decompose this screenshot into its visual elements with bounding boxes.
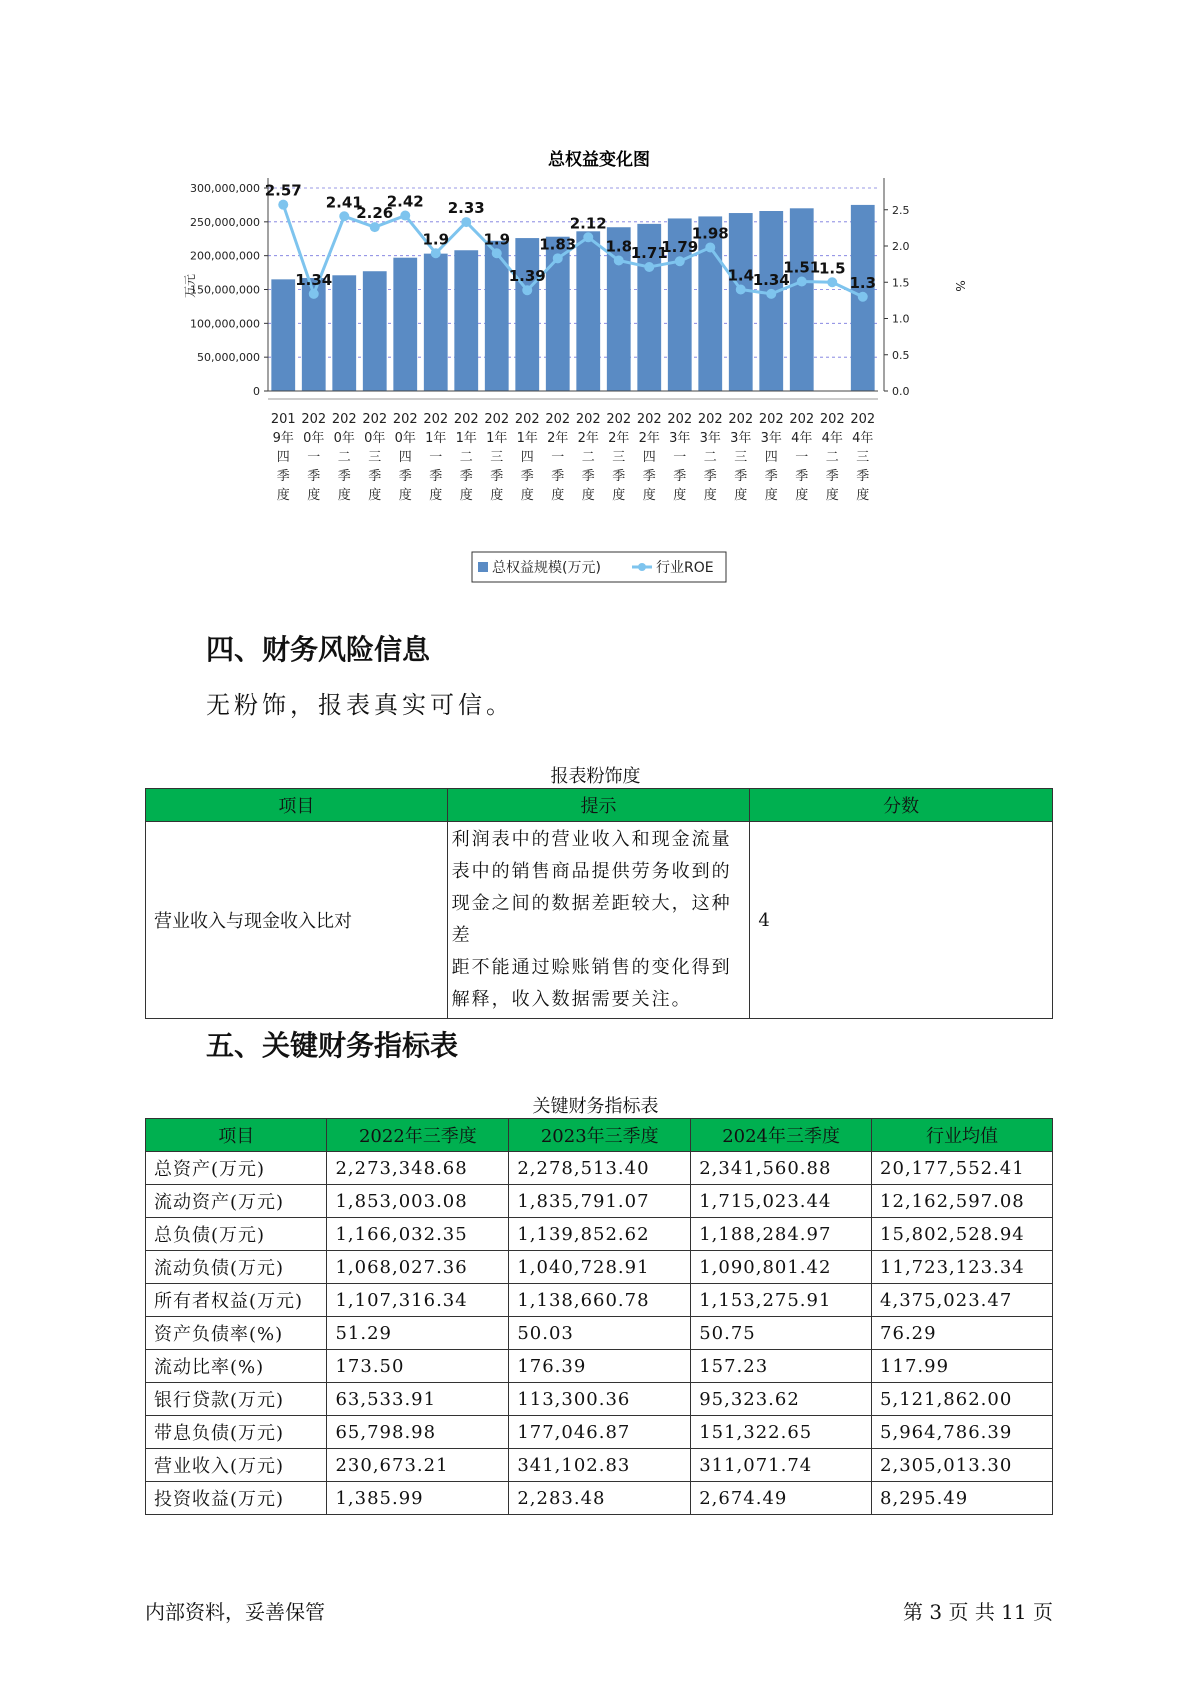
kpi-table-row <box>146 1218 1053 1251</box>
roe-data-label: 1.8 <box>605 237 633 256</box>
kpi-value-cell: 50.03 <box>509 1317 691 1350</box>
y2-tick-label: 0.5 <box>892 348 910 362</box>
x-tick-label: 度 <box>764 488 778 503</box>
x-tick-label: 季 <box>856 469 870 484</box>
x-tick-label: 9年 <box>272 431 294 446</box>
y-axis-title: 万元 <box>183 273 197 299</box>
roe-point <box>492 248 502 258</box>
roe-point <box>309 289 319 299</box>
x-tick-label: 季 <box>368 469 382 484</box>
x-tick-label: 2年 <box>608 431 630 446</box>
kpi-value-cell: 311,071.74 <box>691 1449 872 1482</box>
y2-tick-label: 0.0 <box>892 385 910 398</box>
kpi-value-cell: 50.75 <box>691 1317 872 1350</box>
kpi-header-2022q3: 2022年三季度 <box>327 1119 509 1152</box>
y2-tick-label: 1.5 <box>892 276 910 290</box>
kpi-value-cell: 173.50 <box>327 1350 509 1383</box>
x-tick-label: 202 <box>697 412 723 427</box>
y-tick-label: 100,000,000 <box>190 317 260 331</box>
x-tick-label: 度 <box>520 488 534 503</box>
x-tick-label: 0年 <box>303 431 325 446</box>
kpi-value-cell: 1,385.99 <box>327 1482 509 1515</box>
x-tick-label: 三 <box>368 450 382 465</box>
x-tick-label: 季 <box>398 469 412 484</box>
x-tick-label: 度 <box>825 488 839 503</box>
x-tick-label: 三 <box>612 450 626 465</box>
x-tick-label: 202 <box>453 412 479 427</box>
kpi-header-industry-avg: 行业均值 <box>872 1119 1053 1152</box>
roe-point <box>797 277 807 287</box>
x-tick-label: 度 <box>581 488 595 503</box>
kpi-value-cell: 95,323.62 <box>691 1383 872 1416</box>
x-tick-label: 2年 <box>577 431 599 446</box>
x-tick-label: 202 <box>514 412 540 427</box>
x-tick-label: 一 <box>307 450 321 465</box>
x-tick-label: 202 <box>606 412 632 427</box>
x-tick-label: 度 <box>856 488 870 503</box>
x-tick-label: 二 <box>581 450 595 465</box>
roe-data-label: 2.12 <box>569 214 607 233</box>
x-tick-label: 一 <box>551 450 565 465</box>
bar <box>759 211 783 391</box>
roe-data-label: 1.71 <box>630 244 668 263</box>
kpi-item-cell: 总资产(万元) <box>146 1152 327 1185</box>
kpi-table <box>145 1118 1053 1515</box>
legend-line-marker <box>638 563 646 571</box>
roe-point <box>614 256 624 266</box>
kpi-value-cell: 2,341,560.88 <box>691 1152 872 1185</box>
kpi-value-cell: 8,295.49 <box>872 1482 1053 1515</box>
kpi-item-cell: 营业收入(万元) <box>146 1449 327 1482</box>
x-tick-label: 度 <box>276 488 290 503</box>
x-tick-label: 度 <box>398 488 412 503</box>
x-tick-label: 季 <box>459 469 473 484</box>
kpi-value-cell: 1,853,003.08 <box>327 1185 509 1218</box>
y2-tick-label: 1.0 <box>892 312 910 326</box>
x-tick-label: 4年 <box>852 431 874 446</box>
equity-chart <box>160 140 1020 600</box>
x-tick-label: 202 <box>331 412 357 427</box>
kpi-value-cell: 15,802,528.94 <box>872 1218 1053 1251</box>
roe-data-label: 1.9 <box>483 230 511 249</box>
x-tick-label: 季 <box>734 469 748 484</box>
kpi-value-cell: 113,300.36 <box>509 1383 691 1416</box>
x-tick-label: 四 <box>764 450 778 465</box>
x-tick-label: 3年 <box>760 431 782 446</box>
risk-hint-line: 解释，收入数据需要关注。 <box>451 989 692 1010</box>
y-tick-label: 0 <box>253 385 260 398</box>
x-tick-label: 度 <box>459 488 473 503</box>
risk-table <box>145 788 1053 1019</box>
y-tick-label: 50,000,000 <box>197 351 260 365</box>
bar <box>454 250 478 391</box>
x-tick-label: 季 <box>307 469 321 484</box>
kpi-table-row <box>146 1416 1053 1449</box>
x-tick-label: 202 <box>850 412 876 427</box>
bar <box>729 213 753 391</box>
x-tick-label: 三 <box>490 450 504 465</box>
x-tick-label: 度 <box>734 488 748 503</box>
kpi-header-2023q3: 2023年三季度 <box>509 1119 691 1152</box>
x-tick-label: 202 <box>545 412 571 427</box>
x-tick-label: 季 <box>703 469 717 484</box>
x-tick-label: 1年 <box>425 431 447 446</box>
roe-data-label: 1.79 <box>661 238 699 257</box>
x-tick-label: 4年 <box>821 431 843 446</box>
x-tick-label: 1年 <box>486 431 508 446</box>
x-tick-label: 季 <box>520 469 534 484</box>
bar <box>271 279 295 391</box>
x-tick-label: 季 <box>612 469 626 484</box>
x-tick-label: 四 <box>398 450 412 465</box>
x-tick-label: 0年 <box>364 431 386 446</box>
roe-data-label: 1.34 <box>295 270 333 289</box>
x-tick-label: 1年 <box>455 431 477 446</box>
kpi-value-cell: 230,673.21 <box>327 1449 509 1482</box>
x-tick-label: 一 <box>673 450 687 465</box>
kpi-value-cell: 1,188,284.97 <box>691 1218 872 1251</box>
kpi-item-cell: 流动资产(万元) <box>146 1185 327 1218</box>
kpi-value-cell: 1,107,316.34 <box>327 1284 509 1317</box>
roe-point <box>370 222 380 232</box>
roe-data-label: 1.4 <box>727 266 755 285</box>
kpi-item-cell: 流动比率(%) <box>146 1350 327 1383</box>
kpi-value-cell: 51.29 <box>327 1317 509 1350</box>
roe-point <box>278 200 288 210</box>
legend-line-label: 行业ROE <box>656 560 714 576</box>
x-tick-label: 2年 <box>547 431 569 446</box>
kpi-item-cell: 总负债(万元) <box>146 1218 327 1251</box>
x-tick-label: 度 <box>551 488 565 503</box>
y2-tick-label: 2.0 <box>892 240 910 253</box>
x-tick-label: 季 <box>581 469 595 484</box>
roe-point <box>583 232 593 242</box>
kpi-value-cell: 2,278,513.40 <box>509 1152 691 1185</box>
x-tick-label: 0年 <box>394 431 416 446</box>
kpi-value-cell: 65,798.98 <box>327 1416 509 1449</box>
bar <box>332 275 356 391</box>
roe-data-label: 1.9 <box>422 230 450 249</box>
x-tick-label: 0年 <box>333 431 355 446</box>
kpi-item-cell: 流动负债(万元) <box>146 1251 327 1284</box>
roe-point <box>339 211 349 221</box>
y-tick-label: 250,000,000 <box>190 215 260 229</box>
roe-point <box>431 248 441 258</box>
x-tick-label: 202 <box>636 412 662 427</box>
roe-data-label: 2.42 <box>386 192 424 211</box>
x-tick-label: 202 <box>423 412 449 427</box>
kpi-value-cell: 1,138,660.78 <box>509 1284 691 1317</box>
x-tick-label: 3年 <box>669 431 691 446</box>
roe-data-label: 2.26 <box>356 204 394 223</box>
legend-bar-swatch <box>478 562 488 572</box>
kpi-value-cell: 1,040,728.91 <box>509 1251 691 1284</box>
roe-data-label: 2.33 <box>447 199 485 218</box>
x-tick-label: 二 <box>459 450 473 465</box>
kpi-value-cell: 1,153,275.91 <box>691 1284 872 1317</box>
x-tick-label: 度 <box>307 488 321 503</box>
kpi-table-row <box>146 1383 1053 1416</box>
kpi-value-cell: 341,102.83 <box>509 1449 691 1482</box>
kpi-item-cell: 资产负债率(%) <box>146 1317 327 1350</box>
x-tick-label: 度 <box>673 488 687 503</box>
kpi-table-row <box>146 1482 1053 1515</box>
kpi-table-row <box>146 1449 1053 1482</box>
x-tick-label: 一 <box>795 450 809 465</box>
kpi-value-cell: 1,835,791.07 <box>509 1185 691 1218</box>
section4-summary: 无粉饰，报表真实可信。 <box>206 691 514 719</box>
kpi-value-cell: 1,068,027.36 <box>327 1251 509 1284</box>
risk-hint <box>447 822 750 1019</box>
section4-heading: 四、财务风险信息 <box>206 633 431 666</box>
roe-point <box>522 285 532 295</box>
risk-table-row <box>146 822 1053 1019</box>
kpi-table-row <box>146 1350 1053 1383</box>
kpi-value-cell: 117.99 <box>872 1350 1053 1383</box>
risk-hint-line: 表中的销售商品提供劳务收到的 <box>451 861 732 882</box>
x-tick-label: 四 <box>276 450 290 465</box>
x-tick-label: 四 <box>642 450 656 465</box>
x-tick-label: 3年 <box>699 431 721 446</box>
x-tick-label: 季 <box>673 469 687 484</box>
x-tick-label: 202 <box>301 412 327 427</box>
kpi-value-cell: 63,533.91 <box>327 1383 509 1416</box>
roe-point <box>766 289 776 299</box>
x-tick-label: 三 <box>734 450 748 465</box>
x-tick-label: 3年 <box>730 431 752 446</box>
kpi-value-cell: 2,283.48 <box>509 1482 691 1515</box>
roe-data-label: 1.39 <box>508 267 546 286</box>
kpi-value-cell: 176.39 <box>509 1350 691 1383</box>
x-tick-label: 度 <box>642 488 656 503</box>
x-tick-label: 季 <box>551 469 565 484</box>
x-tick-label: 度 <box>368 488 382 503</box>
chart-title: 总权益变化图 <box>548 150 650 170</box>
kpi-item-cell: 所有者权益(万元) <box>146 1284 327 1317</box>
roe-data-label: 2.57 <box>264 181 302 200</box>
legend-bar-label: 总权益规模(万元) <box>492 560 601 576</box>
x-tick-label: 202 <box>789 412 815 427</box>
roe-data-label: 1.98 <box>691 224 729 243</box>
kpi-header-2024q3: 2024年三季度 <box>691 1119 872 1152</box>
roe-point <box>705 242 715 252</box>
x-tick-label: 四 <box>520 450 534 465</box>
kpi-value-cell: 76.29 <box>872 1317 1053 1350</box>
roe-point <box>400 211 410 221</box>
kpi-value-cell: 2,674.49 <box>691 1482 872 1515</box>
bar <box>363 271 387 391</box>
risk-score: 4 <box>750 822 1053 1019</box>
x-tick-label: 度 <box>795 488 809 503</box>
kpi-value-cell: 2,305,013.30 <box>872 1449 1053 1482</box>
risk-item: 营业收入与现金收入比对 <box>146 822 448 1019</box>
x-tick-label: 季 <box>276 469 290 484</box>
roe-data-label: 2.41 <box>325 193 363 212</box>
kpi-table-row <box>146 1251 1053 1284</box>
footer-left: 内部资料，妥善保管 <box>145 1600 325 1624</box>
chart-legend <box>472 552 726 582</box>
roe-point <box>675 256 685 266</box>
roe-data-label: 1.83 <box>539 235 577 254</box>
roe-data-label: 1.3 <box>849 273 877 292</box>
bar <box>393 258 417 391</box>
x-tick-label: 度 <box>429 488 443 503</box>
roe-point <box>736 285 746 295</box>
x-tick-label: 季 <box>795 469 809 484</box>
x-tick-label: 202 <box>819 412 845 427</box>
x-tick-label: 202 <box>575 412 601 427</box>
y2-axis-title: % <box>953 280 967 292</box>
x-tick-label: 度 <box>703 488 717 503</box>
kpi-value-cell: 2,273,348.68 <box>327 1152 509 1185</box>
risk-table-caption: 报表粉饰度 <box>550 766 641 787</box>
x-tick-label: 202 <box>484 412 510 427</box>
roe-data-label: 1.51 <box>783 258 821 277</box>
kpi-value-cell: 1,090,801.42 <box>691 1251 872 1284</box>
x-tick-label: 202 <box>667 412 693 427</box>
kpi-table-row <box>146 1317 1053 1350</box>
risk-table-header <box>146 789 1053 822</box>
risk-hint-line: 现金之间的数据差距较大，这种差 <box>451 893 732 946</box>
x-tick-label: 202 <box>362 412 388 427</box>
kpi-table-header <box>146 1119 1053 1152</box>
x-tick-label: 二 <box>825 450 839 465</box>
kpi-value-cell: 20,177,552.41 <box>872 1152 1053 1185</box>
kpi-table-caption: 关键财务指标表 <box>532 1096 659 1117</box>
roe-point <box>553 253 563 263</box>
y-tick-label: 300,000,000 <box>190 182 260 195</box>
kpi-value-cell: 1,715,023.44 <box>691 1185 872 1218</box>
x-tick-label: 季 <box>429 469 443 484</box>
roe-data-label: 1.5 <box>818 259 846 278</box>
footer-page-number: 第 3 页 共 11 页 <box>903 1600 1053 1624</box>
y2-tick-label: 2.5 <box>892 203 910 217</box>
bar <box>424 254 448 391</box>
x-tick-label: 季 <box>764 469 778 484</box>
x-tick-label: 季 <box>642 469 656 484</box>
y-tick-label: 200,000,000 <box>190 249 260 263</box>
kpi-value-cell: 4,375,023.47 <box>872 1284 1053 1317</box>
roe-point <box>858 292 868 302</box>
kpi-value-cell: 11,723,123.34 <box>872 1251 1053 1284</box>
equity-chart-svg <box>160 140 1020 600</box>
x-tick-label: 度 <box>612 488 626 503</box>
kpi-value-cell: 5,964,786.39 <box>872 1416 1053 1449</box>
x-tick-label: 季 <box>825 469 839 484</box>
risk-hint-line: 距不能通过赊账销售的变化得到 <box>451 957 732 978</box>
kpi-table-row <box>146 1284 1053 1317</box>
y-tick-label: 150,000,000 <box>190 283 260 297</box>
x-tick-label: 2年 <box>638 431 660 446</box>
risk-header-score: 分数 <box>750 789 1053 822</box>
kpi-item-cell: 带息负债(万元) <box>146 1416 327 1449</box>
bar <box>515 238 539 391</box>
bar <box>790 208 814 391</box>
x-tick-label: 201 <box>270 412 296 427</box>
x-tick-label: 三 <box>856 450 870 465</box>
kpi-value-cell: 1,166,032.35 <box>327 1218 509 1251</box>
x-tick-label: 度 <box>337 488 351 503</box>
kpi-value-cell: 151,322.65 <box>691 1416 872 1449</box>
x-tick-label: 二 <box>337 450 351 465</box>
x-tick-label: 202 <box>758 412 784 427</box>
kpi-header-item: 项目 <box>146 1119 327 1152</box>
x-tick-label: 二 <box>703 450 717 465</box>
x-tick-label: 度 <box>490 488 504 503</box>
x-tick-label: 季 <box>490 469 504 484</box>
roe-point <box>644 262 654 272</box>
kpi-item-cell: 银行贷款(万元) <box>146 1383 327 1416</box>
x-tick-label: 季 <box>337 469 351 484</box>
roe-point <box>461 217 471 227</box>
roe-point <box>827 277 837 287</box>
risk-header-item: 项目 <box>146 789 448 822</box>
risk-header-hint: 提示 <box>447 789 750 822</box>
x-tick-label: 202 <box>392 412 418 427</box>
x-tick-label: 1年 <box>516 431 538 446</box>
kpi-value-cell: 12,162,597.08 <box>872 1185 1053 1218</box>
x-tick-label: 202 <box>728 412 754 427</box>
kpi-value-cell: 157.23 <box>691 1350 872 1383</box>
bar <box>576 231 600 391</box>
x-tick-label: 4年 <box>791 431 813 446</box>
section5-heading: 五、关键财务指标表 <box>206 1029 459 1062</box>
kpi-value-cell: 5,121,862.00 <box>872 1383 1053 1416</box>
kpi-table-row <box>146 1185 1053 1218</box>
x-tick-label: 一 <box>429 450 443 465</box>
kpi-item-cell: 投资收益(万元) <box>146 1482 327 1515</box>
kpi-value-cell: 1,139,852.62 <box>509 1218 691 1251</box>
kpi-value-cell: 177,046.87 <box>509 1416 691 1449</box>
roe-data-label: 1.34 <box>752 270 790 289</box>
kpi-table-row <box>146 1152 1053 1185</box>
risk-hint-line: 利润表中的营业收入和现金流量 <box>451 829 732 850</box>
